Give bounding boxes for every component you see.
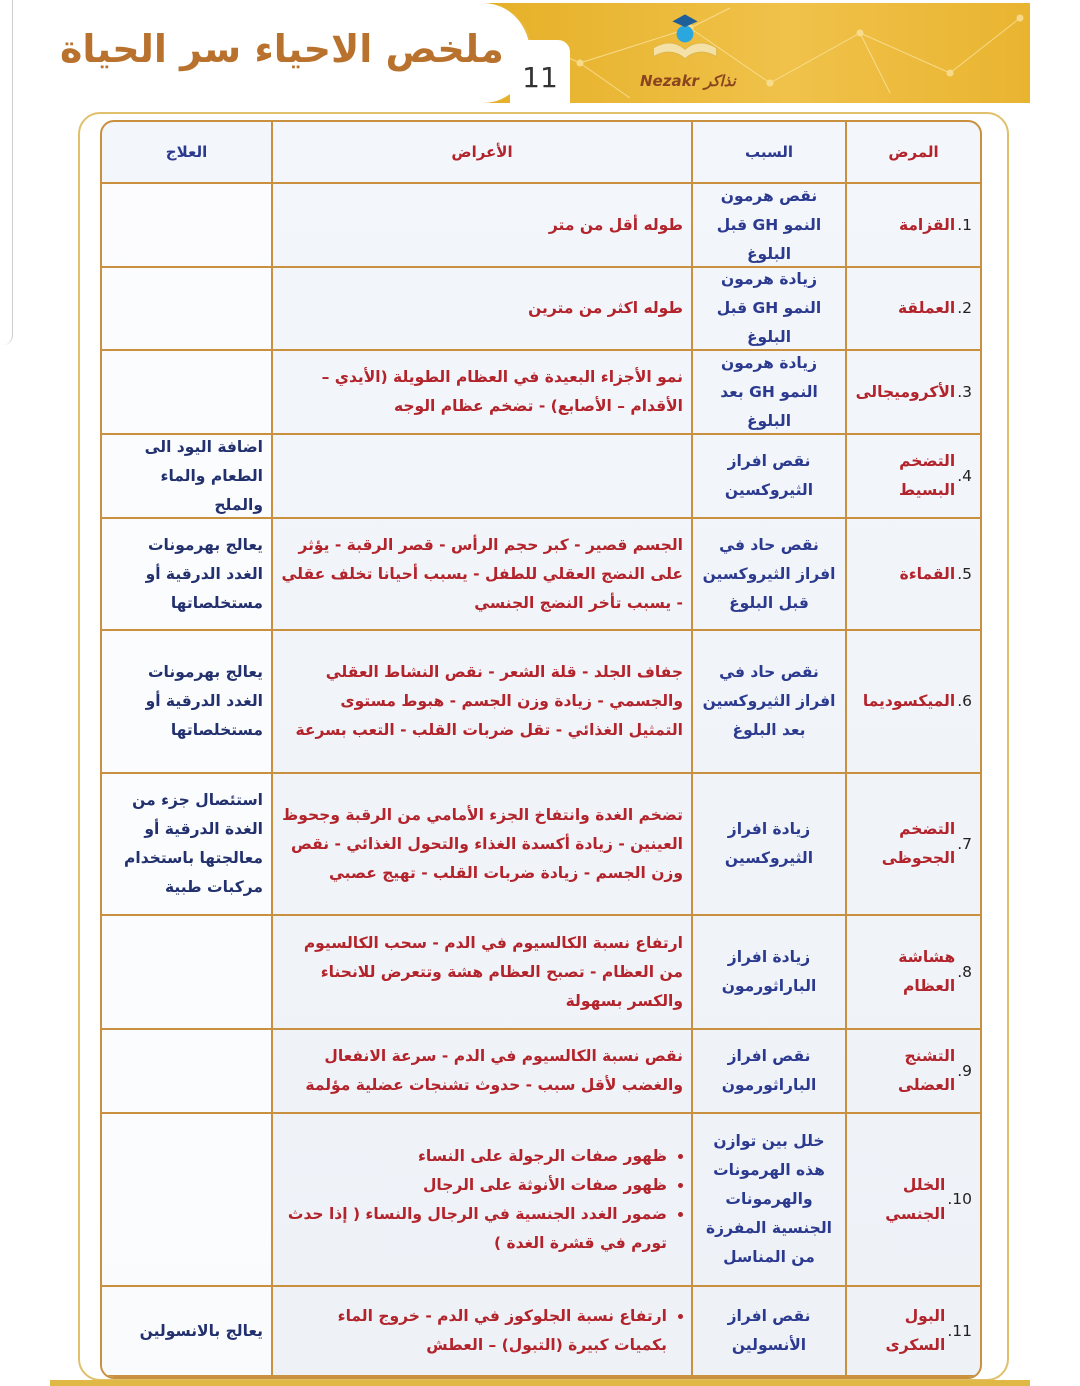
disease-name: العملقة — [898, 299, 956, 317]
watermark-text: Nezakr نذاكر — [640, 72, 736, 90]
cause-cell: زيادة هرمون النمو GH قبل البلوغ — [691, 268, 845, 351]
symptom-item: • ضمور الغدد الجنسية في الرجال والنساء ( إذا حدث تورم في قشرة الغدة ) — [281, 1200, 667, 1258]
hormone-diseases-table — [100, 120, 982, 1379]
symptoms-cell: نمو الأجزاء البعيدة في العظام الطويلة (الأيدي – الأقدام – الأصابع) - تضخم عظام الوجه — [271, 351, 691, 435]
row-number: 11. — [947, 1321, 972, 1340]
disease-name: الخلل الجنسي — [885, 1175, 946, 1223]
symptoms-cell: الجسم قصير - كبر حجم الرأس - قصر الرقبة - يؤثر على النضج العقلي للطفل - يسبب أحيانا تخلف عقلي - يسبب تأخر النضج الجنسي — [271, 519, 691, 631]
disease-name: القماءة — [899, 564, 956, 583]
symptoms-cell: نقص نسبة الكالسيوم في الدم - سرعة الانفعال والغضب لأقل سبب - حدوث تشنجات عضلية مؤلمة — [271, 1030, 691, 1114]
symptoms-cell — [271, 1287, 691, 1377]
treatment-cell — [102, 1030, 271, 1114]
cause-cell: زيادة افراز الباراثورمون — [691, 916, 845, 1030]
row-number: 2. — [957, 299, 972, 317]
symptoms-cell: طوله اكثر من مترين — [271, 268, 691, 351]
symptoms-cell: جفاف الجلد - قلة الشعر - نقص النشاط العقلي والجسمي - زيادة وزن الجسم - هبوط مستوى التمثيل الغذائي - تقل ضربات القلب - التعب بسرعة — [271, 631, 691, 774]
symptoms-cell: طوله أقل من متر — [271, 184, 691, 268]
nezakr-logo-icon — [650, 6, 720, 69]
disease-cell — [845, 631, 980, 774]
row-number: 1. — [957, 215, 972, 234]
symptoms-list — [281, 1142, 683, 1258]
title-block — [50, 3, 533, 103]
disease-name: البول السكرى — [885, 1307, 946, 1354]
disease-name: هشاشة العظام — [898, 948, 956, 995]
disease-name: التضخم البسيط — [899, 452, 956, 499]
header-symptoms: الأعراض — [271, 122, 691, 184]
disease-cell — [845, 268, 980, 351]
cause-cell: نقص افراز الباراثورمون — [691, 1030, 845, 1114]
cause-cell: نقص حاد في افراز الثيروكسين قبل البلوغ — [691, 519, 845, 631]
cause-cell: نقص حاد في افراز الثيروكسين بعد البلوغ — [691, 631, 845, 774]
treatment-cell: يعالج بهرمونات الغدد الدرقية أو مستخلصاتها — [102, 519, 271, 631]
row-number: 10. — [947, 1190, 972, 1208]
treatment-cell — [102, 1114, 271, 1287]
treatment-cell — [102, 351, 271, 435]
disease-cell — [845, 519, 980, 631]
symptoms-cell: ارتفاع نسبة الكالسيوم في الدم - سحب الكالسيوم من العظام - تصبح العظام هشة وتتعرض للانحناء والكسر بسهولة — [271, 916, 691, 1030]
row-number: 8. — [957, 962, 972, 981]
page-number: 11 — [510, 40, 570, 104]
cause-cell: نقص هرمون النمو GH قبل البلوغ — [691, 184, 845, 268]
treatment-cell: استئصال جزء من الغدة الدرقية أو معالجتها باستخدام مركبات طبية — [102, 774, 271, 916]
symptoms-cell — [271, 435, 691, 519]
header-cause: السبب — [691, 122, 845, 184]
symptom-item: • ظهور صفات الأنوثة على الرجال — [281, 1171, 667, 1200]
row-number: 3. — [957, 382, 972, 401]
disease-cell — [845, 1114, 980, 1287]
disease-cell — [845, 351, 980, 435]
cause-cell: خلل بين توازن هذه الهرمونات والهرمونات الجنسية المفرزة من المناسل — [691, 1114, 845, 1287]
cause-cell: زيادة افراز الثيروكسين — [691, 774, 845, 916]
row-number: 5. — [957, 564, 972, 583]
page-title: ملخص الاحياء سر الحياة — [60, 27, 504, 71]
cause-cell: نقص افراز الأنسولين — [691, 1287, 845, 1377]
disease-name: الأكروميجالى — [855, 382, 956, 401]
disease-name: الميكسوديما — [862, 692, 956, 710]
treatment-cell: يعالج بالانسولين — [102, 1287, 271, 1377]
symptom-item: • ارتفاع نسبة الجلوكوز في الدم - خروج الماء بكميات كبيرة (التبول) – العطش — [281, 1302, 667, 1360]
header-treatment: العلاج — [102, 122, 271, 184]
disease-cell — [845, 435, 980, 519]
treatment-cell — [102, 268, 271, 351]
row-number: 6. — [957, 692, 972, 710]
treatment-cell: يعالج بهرمونات الغدد الدرقية أو مستخلصاتها — [102, 631, 271, 774]
row-number: 4. — [957, 466, 972, 485]
disease-cell — [845, 916, 980, 1030]
page-edge — [0, 0, 13, 345]
header-disease: المرض — [845, 122, 980, 184]
symptoms-cell — [271, 1114, 691, 1287]
disease-name: التضخم الجحوظى — [881, 820, 956, 867]
disease-name: التشنج العضلى — [898, 1047, 956, 1094]
disease-cell — [845, 184, 980, 268]
document-page — [50, 0, 1030, 1386]
symptoms-cell: تضخم الغدة وانتفاخ الجزء الأمامي من الرقبة وجحوظ العينين - زيادة أكسدة الغذاء والتحول الغذائي - نقص وزن الجسم - زيادة ضربات القلب - تهيج عصبي — [271, 774, 691, 916]
treatment-cell: اضافة اليود الى الطعام والماء والملح — [102, 435, 271, 519]
treatment-cell — [102, 916, 271, 1030]
disease-cell — [845, 1030, 980, 1114]
disease-cell — [845, 1287, 980, 1377]
row-number: 9. — [957, 1061, 972, 1080]
footer-bar — [50, 1380, 1030, 1386]
symptoms-list — [281, 1302, 683, 1360]
disease-cell — [845, 774, 980, 916]
row-number: 7. — [957, 834, 972, 853]
cause-cell: نقص افراز الثيروكسين — [691, 435, 845, 519]
symptom-item: • ظهور صفات الرجولة على النساء — [281, 1142, 667, 1171]
cause-cell: زيادة هرمون النمو GH بعد البلوغ — [691, 351, 845, 435]
treatment-cell — [102, 184, 271, 268]
disease-name: القزامة — [898, 215, 956, 234]
